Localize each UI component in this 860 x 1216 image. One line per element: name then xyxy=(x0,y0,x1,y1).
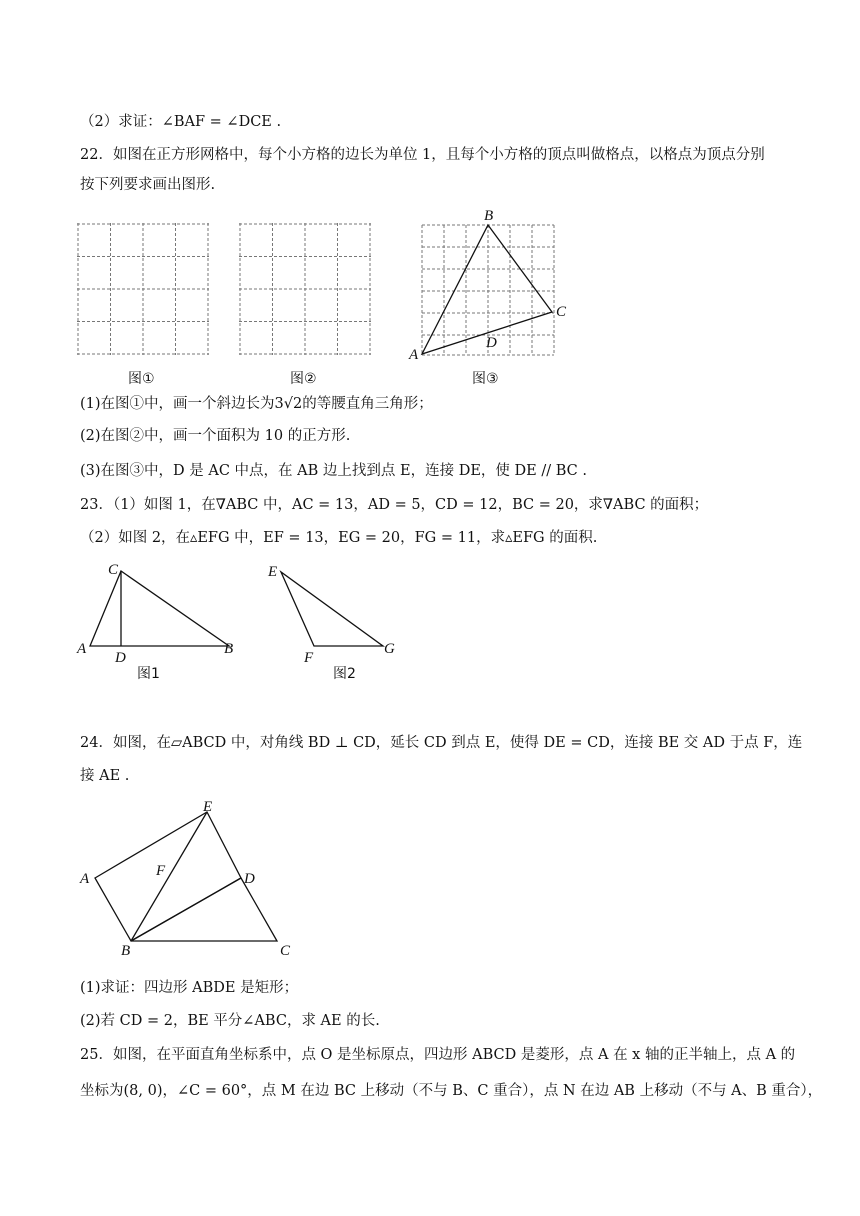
label-E: E xyxy=(203,799,213,815)
label-E: E xyxy=(268,564,278,580)
q24-stem-line2: 接 AE . xyxy=(80,768,130,784)
grid-figure-1 xyxy=(77,223,211,357)
label-B: B xyxy=(224,641,234,657)
caption-fig3: 图③ xyxy=(472,371,499,387)
q24-part2: (2)若 CD = 2，BE 平分∠ABC，求 AE 的长. xyxy=(80,1013,380,1029)
q22-stem-line1: 22．如图在正方形网格中，每个小方格的边长为单位 1，且每个小方格的顶点叫做格点，以格点为顶点分别 xyxy=(80,147,765,163)
label-D: D xyxy=(115,650,126,662)
q25-stem-line1: 25．如图，在平面直角坐标系中，点 O 是坐标原点，四边形 ABCD 是菱形，点 A 在 x 轴的正半轴上，点 A 的 xyxy=(80,1047,796,1063)
q22-stem-line2: 按下列要求画出图形. xyxy=(80,177,216,193)
caption-tri1: 图1 xyxy=(137,666,160,682)
label-A: A xyxy=(409,347,419,363)
label-D: D xyxy=(244,871,255,887)
q24-stem-line1: 24．如图，在▱ABCD 中，对角线 BD ⊥ CD，延长 CD 到点 E，使得 DE = CD，连接 BE 交 AD 于点 F，连 xyxy=(80,735,803,751)
q22-part1: (1)在图①中，画一个斜边长为3√2的等腰直角三角形； xyxy=(80,396,433,412)
q23-part1: 23．（1）如图 1，在∇ABC 中，AC = 13，AD = 5，CD = 12，BC = 20，求∇ABC 的面积； xyxy=(80,497,709,513)
q23-part2: （2）如图 2，在▵EFG 中，EF = 13，EG = 20，FG = 11，求▵EFG 的面积. xyxy=(80,530,598,546)
triangle-figure-1 xyxy=(76,558,241,662)
caption-tri2: 图2 xyxy=(333,666,356,682)
grid-figure-3 xyxy=(408,205,573,363)
label-F: F xyxy=(156,863,166,879)
label-A: A xyxy=(77,641,87,657)
caption-fig2: 图② xyxy=(290,371,317,387)
label-C: C xyxy=(108,562,119,578)
label-C: C xyxy=(280,943,291,959)
parallelogram-figure xyxy=(76,795,301,965)
label-C: C xyxy=(556,304,567,320)
triangle-figure-2 xyxy=(266,558,401,662)
q22-part3: (3)在图③中，D 是 AC 中点，在 AB 边上找到点 E，连接 DE，使 DE // BC . xyxy=(80,463,587,479)
grid-figure-2 xyxy=(239,223,373,357)
q25-stem-line2: 坐标为(8, 0)，∠C = 60°，点 M 在边 BC 上移动（不与 B、C 重合），点 N 在边 AB 上移动（不与 A、B 重合）， xyxy=(80,1083,823,1099)
label-B: B xyxy=(121,943,131,959)
q22-part2: (2)在图②中，画一个面积为 10 的正方形. xyxy=(80,428,351,444)
label-F: F xyxy=(304,650,314,662)
q21-part2: （2）求证：∠BAF = ∠DCE . xyxy=(80,114,282,130)
label-A: A xyxy=(80,871,90,887)
label-B: B xyxy=(484,208,494,224)
label-G: G xyxy=(384,641,395,657)
caption-fig1: 图① xyxy=(128,371,155,387)
q24-part1: (1)求证：四边形 ABDE 是矩形； xyxy=(80,980,299,996)
label-D: D xyxy=(486,335,497,351)
